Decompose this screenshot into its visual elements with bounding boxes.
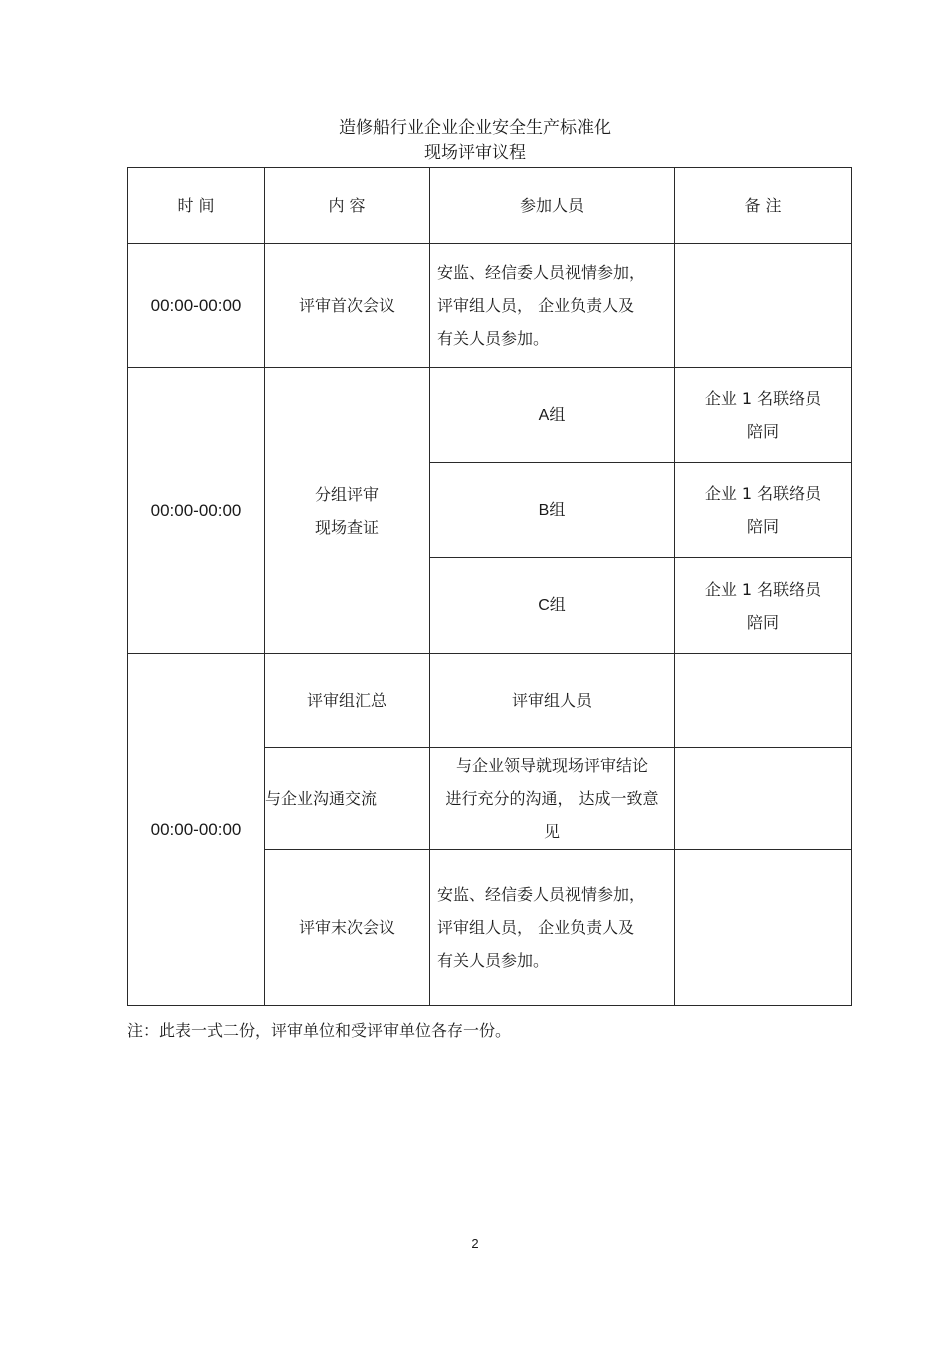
content-cell: 评审末次会议 — [265, 850, 430, 1006]
participants-cell: 与企业领导就现场评审结论 进行充分的沟通， 达成一致意 见 — [430, 748, 675, 850]
document-title: 造修船行业企业企业安全生产标准化 — [339, 118, 611, 138]
remark-cell — [675, 654, 852, 748]
document-subtitle: 现场评审议程 — [424, 143, 526, 163]
header-remark: 备 注 — [675, 168, 852, 244]
remark-cell — [675, 244, 852, 368]
group-cell: C组 — [430, 558, 675, 654]
time-cell: 00:00-00:00 — [128, 244, 265, 368]
page-number: 2 — [471, 1236, 479, 1251]
header-participants: 参加人员 — [430, 168, 675, 244]
content-cell: 评审首次会议 — [265, 244, 430, 368]
participants-cell: 安监、经信委人员视情参加， 评审组人员， 企业负责人及 有关人员参加。 — [430, 850, 675, 1006]
remark-cell: 企业 1 名联络员 陪同 — [675, 463, 852, 558]
remark-cell — [675, 748, 852, 850]
participants-cell: 评审组人员 — [430, 654, 675, 748]
content-cell: 评审组汇总 — [265, 654, 430, 748]
participants-cell: 安监、经信委人员视情参加， 评审组人员， 企业负责人及 有关人员参加。 — [430, 244, 675, 368]
table-row — [128, 368, 852, 463]
remark-cell — [675, 850, 852, 1006]
content-cell: 与企业沟通交流 — [265, 748, 430, 850]
group-cell: A组 — [430, 368, 675, 463]
group-cell: B组 — [430, 463, 675, 558]
header-time: 时 间 — [128, 168, 265, 244]
header-content: 内 容 — [265, 168, 430, 244]
table-row — [128, 654, 852, 748]
time-cell: 00:00-00:00 — [128, 654, 265, 1006]
table-header-row — [128, 168, 852, 244]
table-row — [128, 244, 852, 368]
time-cell: 00:00-00:00 — [128, 368, 265, 654]
agenda-table — [127, 167, 852, 1006]
content-cell: 分组评审 现场查证 — [265, 368, 430, 654]
remark-cell: 企业 1 名联络员 陪同 — [675, 368, 852, 463]
footnote: 注：此表一式二份，评审单位和受评审单位各存一份。 — [127, 1021, 512, 1040]
remark-cell: 企业 1 名联络员 陪同 — [675, 558, 852, 654]
